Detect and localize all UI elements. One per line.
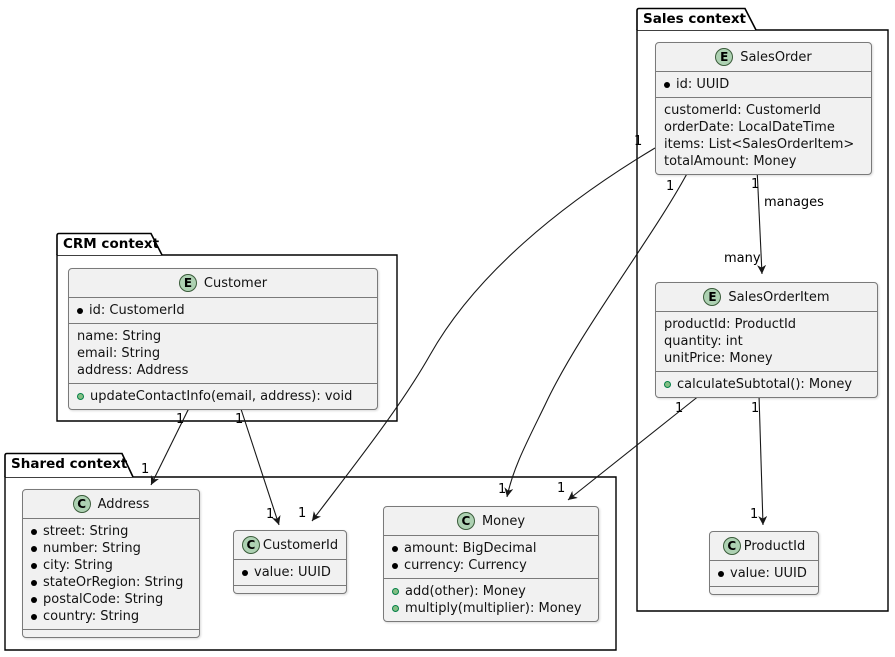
- field: totalAmount: Money: [664, 154, 797, 169]
- mult-salesorderitem-productid-target: 1: [750, 507, 759, 522]
- field: address: Address: [77, 363, 189, 378]
- field: amount: BigDecimal: [404, 541, 537, 556]
- class-money-header: [384, 507, 598, 535]
- class-customerid-header: [234, 531, 346, 559]
- mult-salesorder-customerid-source: 1: [634, 134, 643, 149]
- method-dot-icon: [77, 393, 84, 400]
- field-dot-icon: [242, 570, 248, 576]
- field: postalCode: String: [43, 592, 164, 607]
- empty-methods-compartment: [234, 585, 346, 593]
- mult-customer-address-source: 1: [176, 412, 185, 427]
- method-dot-icon: [392, 588, 399, 595]
- class-name: Customer: [203, 275, 268, 291]
- methods-compartment: [69, 383, 377, 409]
- class-productid: [709, 531, 819, 595]
- class-customer-header: [69, 269, 377, 297]
- class-icon: C: [73, 495, 91, 513]
- field: id: CustomerId: [89, 303, 185, 318]
- mult-salesorderitem-productid-source: 1: [751, 401, 760, 416]
- mult-salesorderitem-money-source: 1: [675, 401, 684, 416]
- class-name: SalesOrder: [740, 49, 812, 65]
- class-name: Address: [97, 496, 150, 512]
- class-customer: [68, 268, 378, 410]
- class-salesorderitem-header: [656, 283, 877, 311]
- fields-compartment: [656, 97, 871, 174]
- package-title-sales: Sales context: [643, 11, 747, 27]
- field: orderDate: LocalDateTime: [664, 120, 835, 135]
- class-salesorder-header: [656, 43, 871, 71]
- field: email: String: [77, 346, 161, 361]
- fields-compartment: [384, 535, 598, 578]
- field: stateOrRegion: String: [43, 575, 184, 590]
- edge-label-many: many: [724, 251, 761, 266]
- fields-compartment: [710, 560, 818, 586]
- field: name: String: [77, 329, 162, 344]
- class-salesorder: [655, 42, 872, 175]
- mult-customer-customerid-source: 1: [235, 412, 244, 427]
- fields-compartment: [23, 518, 199, 629]
- field: currency: Currency: [404, 558, 527, 573]
- field: quantity: int: [664, 334, 743, 349]
- field: value: UUID: [730, 566, 807, 581]
- field-dot-icon: [31, 563, 37, 569]
- class-icon: C: [242, 536, 260, 554]
- class-name: CustomerId: [262, 537, 339, 553]
- fields-compartment: [656, 311, 877, 371]
- class-icon: C: [723, 537, 741, 555]
- class-productid-header: [710, 532, 818, 560]
- class-name: SalesOrderItem: [728, 289, 830, 305]
- field: number: String: [43, 541, 141, 556]
- field-dot-icon: [31, 597, 37, 603]
- field: productId: ProductId: [664, 317, 797, 332]
- entity-icon: E: [715, 48, 733, 66]
- field-dot-icon: [392, 546, 398, 552]
- field-dot-icon: [392, 563, 398, 569]
- methods-compartment: [656, 371, 877, 397]
- id-fields-compartment: [656, 71, 871, 97]
- methods-compartment: [384, 578, 598, 621]
- mult-salesorderitem-money-target: 1: [557, 481, 566, 496]
- method-dot-icon: [664, 381, 671, 388]
- field-dot-icon: [31, 546, 37, 552]
- method: multiply(multiplier): Money: [405, 601, 582, 616]
- field: unitPrice: Money: [664, 351, 773, 366]
- field: items: List<SalesOrderItem>: [664, 137, 855, 152]
- field: value: UUID: [254, 565, 331, 580]
- entity-icon: E: [179, 274, 197, 292]
- empty-methods-compartment: [23, 629, 199, 637]
- class-address: [22, 489, 200, 638]
- field: city: String: [43, 558, 113, 573]
- field-dot-icon: [31, 614, 37, 620]
- class-name: ProductId: [743, 538, 806, 554]
- mult-customer-address-target: 1: [141, 462, 150, 477]
- method: updateContactInfo(email, address): void: [90, 389, 353, 404]
- field-dot-icon: [31, 529, 37, 535]
- mult-customer-customerid-target: 1: [266, 507, 275, 522]
- mult-salesorder-money-source: 1: [666, 179, 675, 194]
- fields-compartment: [234, 559, 346, 585]
- field: customerId: CustomerId: [664, 103, 822, 118]
- field: street: String: [43, 524, 129, 539]
- class-salesorderitem: [655, 282, 878, 398]
- class-name: Money: [481, 513, 526, 529]
- field-dot-icon: [77, 308, 83, 314]
- edge-label-manages: manages: [764, 195, 824, 210]
- mult-salesorder-money-target: 1: [498, 482, 507, 497]
- method-dot-icon: [392, 605, 399, 612]
- field-dot-icon: [718, 571, 724, 577]
- field: country: String: [43, 609, 140, 624]
- package-title-shared: Shared context: [11, 456, 128, 472]
- empty-methods-compartment: [710, 586, 818, 594]
- class-icon: C: [457, 512, 475, 530]
- method: calculateSubtotal(): Money: [677, 377, 853, 392]
- fields-compartment: [69, 323, 377, 383]
- mult-salesorder-salesorderitem-source: 1: [751, 177, 760, 192]
- entity-icon: E: [703, 288, 721, 306]
- field: id: UUID: [676, 77, 730, 92]
- mult-salesorder-customerid-target: 1: [298, 506, 307, 521]
- package-title-crm: CRM context: [63, 236, 160, 252]
- field-dot-icon: [31, 580, 37, 586]
- class-address-header: [23, 490, 199, 518]
- method: add(other): Money: [405, 584, 526, 599]
- id-fields-compartment: [69, 297, 377, 323]
- class-money: [383, 506, 599, 622]
- field-dot-icon: [664, 82, 670, 88]
- class-customerid: [233, 530, 347, 594]
